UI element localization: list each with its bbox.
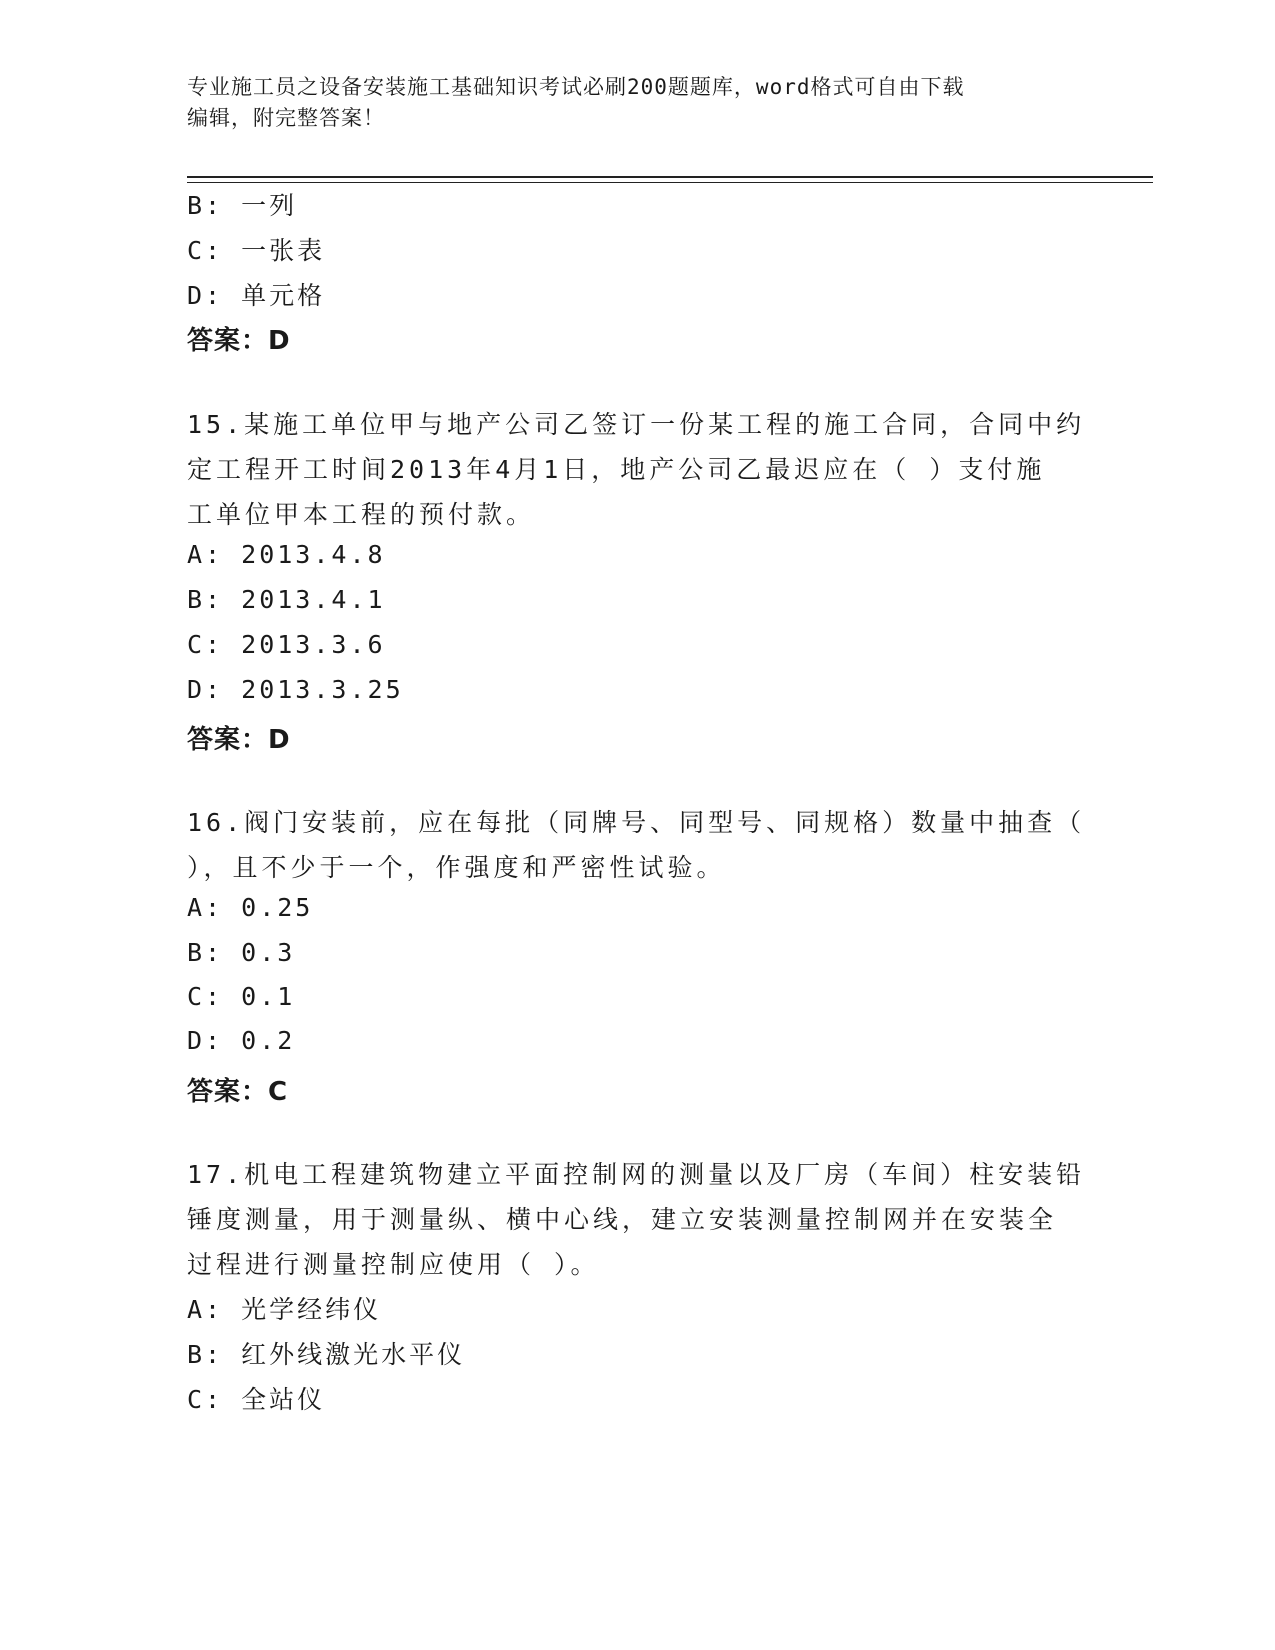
question-16-line-1: 16.阀门安装前，应在每批（同牌号、同型号、同规格）数量中抽查（	[187, 808, 1086, 837]
question-15-line-3: 工单位甲本工程的预付款。	[187, 500, 536, 529]
document-header	[187, 72, 1067, 134]
header-divider	[187, 176, 1153, 178]
option-d: D: 0.2	[187, 1026, 296, 1055]
option-b: B: 2013.4.1	[187, 585, 386, 614]
option-a: A: 0.25	[187, 893, 314, 922]
header-divider-thin	[187, 182, 1153, 183]
question-17-line-2: 锤度测量，用于测量纵、横中心线，建立安装测量控制网并在安装全	[187, 1205, 1058, 1234]
header-line-2: 编辑，附完整答案！	[187, 106, 385, 130]
question-17-line-1: 17.机电工程建筑物建立平面控制网的测量以及厂房（车间）柱安装铅	[187, 1160, 1086, 1189]
question-15-line-1: 15.某施工单位甲与地产公司乙签订一份某工程的施工合同，合同中约	[187, 410, 1086, 439]
option-a: A: 光学经纬仪	[187, 1295, 382, 1324]
option-b: B: 一列	[187, 191, 298, 220]
answer: 答案：C	[187, 1077, 289, 1107]
answer: 答案：D	[187, 326, 291, 356]
option-c: C: 全站仪	[187, 1385, 326, 1414]
option-c: C: 一张表	[187, 236, 326, 265]
option-c: C: 2013.3.6	[187, 630, 386, 659]
question-17-line-3: 过程进行测量控制应使用（ ）。	[187, 1250, 600, 1279]
option-d: D: 单元格	[187, 281, 326, 310]
question-15-line-2: 定工程开工时间2013年4月1日，地产公司乙最迟应在（ ）支付施	[187, 455, 1046, 484]
answer: 答案：D	[187, 725, 291, 755]
option-b: B: 红外线激光水平仪	[187, 1340, 466, 1369]
option-d: D: 2013.3.25	[187, 675, 404, 704]
option-a: A: 2013.4.8	[187, 540, 386, 569]
option-c: C: 0.1	[187, 982, 296, 1011]
question-16-line-2: ），且不少于一个，作强度和严密性试验。	[187, 853, 726, 882]
header-line-1: 专业施工员之设备安装施工基础知识考试必刷200题题库，word格式可自由下载	[187, 75, 965, 99]
option-b: B: 0.3	[187, 938, 296, 967]
